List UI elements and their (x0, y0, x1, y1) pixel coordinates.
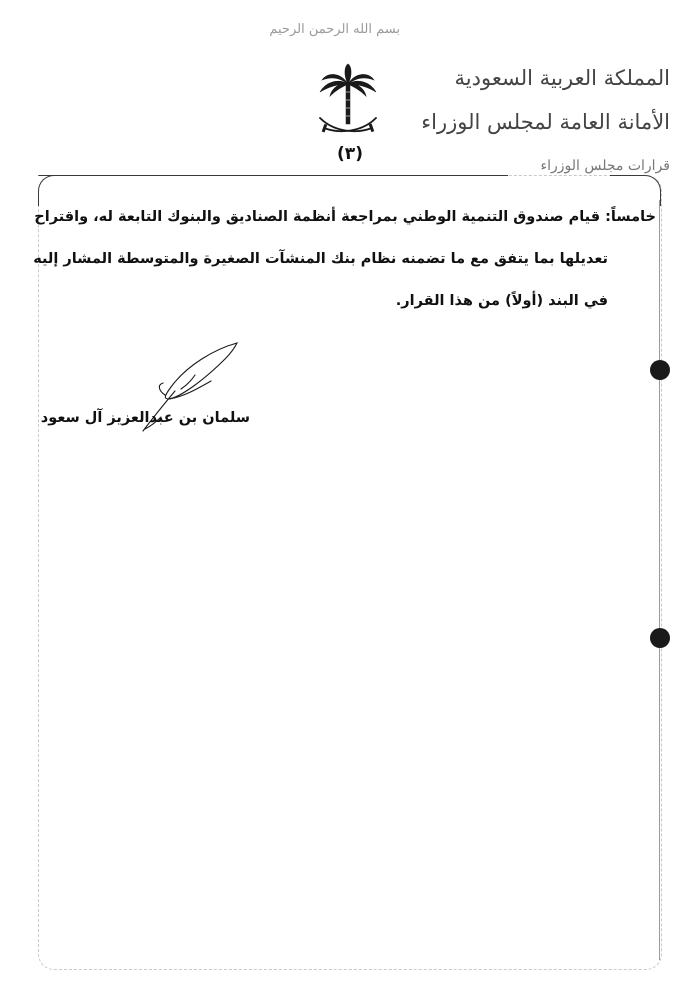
decision-line-2: تعديلها بما يتفق مع ما تضمنه نظام بنك المنشآت الصغيرة والمتوسطة المشار إليه (33, 251, 608, 267)
binder-hole-icon (650, 628, 670, 648)
palm-swords-emblem-icon (312, 62, 384, 142)
clause-label: خامساً: (605, 209, 656, 225)
decision-line-3: في البند (أولاً) من هذا القرار. (395, 293, 608, 309)
binder-hole-icon (650, 360, 670, 380)
frame-right-rule (659, 200, 660, 960)
decision-body (33, 196, 656, 322)
basmala-calligraphy: بسم الله الرحمن الرحيم (269, 22, 400, 37)
org-name-decisions: قرارات مجلس الوزراء (540, 158, 670, 174)
decision-text-1: قيام صندوق التنمية الوطني بمراجعة أنظمة الصناديق والبنوك التابعة له، واقتراح (34, 209, 601, 225)
frame-top-rule (38, 175, 508, 176)
signer-name: سلمان بن عبدالعزيز آل سعود (40, 410, 250, 426)
org-name-secretariat: الأمانة العامة لمجلس الوزراء (421, 110, 670, 134)
decision-line-1 (34, 196, 656, 238)
org-name-kingdom: المملكة العربية السعودية (454, 66, 670, 90)
page-number: (٣) (337, 144, 363, 164)
